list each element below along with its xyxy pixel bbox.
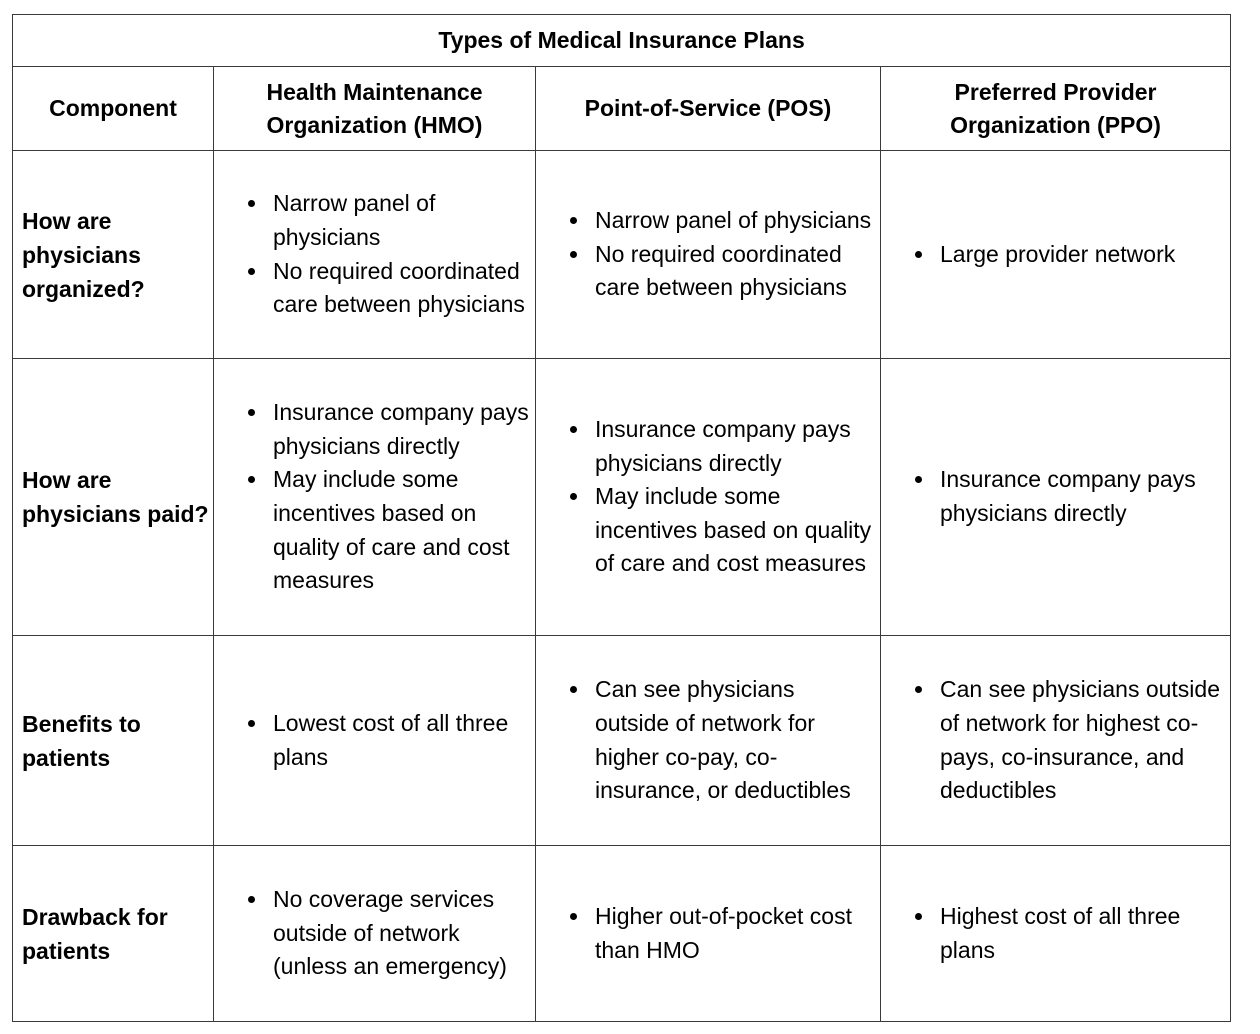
list-item: Narrow panel of physicians [595,204,880,238]
header-row [13,67,1231,151]
title-row [13,15,1231,67]
row-label: Drawback for patients [13,846,214,1022]
header-hmo: Health Maintenance Organization (HMO) [214,67,536,151]
header-component: Component [13,67,214,151]
list-item: Lowest cost of all three plans [273,707,535,774]
hmo-cell [214,151,536,359]
table-row [13,636,1231,846]
list-item: May include some incentives based on quality of care and cost measures [595,480,880,581]
row-label: How are physicians organized? [13,151,214,359]
ppo-cell [881,636,1231,846]
row-label: Benefits to patients [13,636,214,846]
hmo-cell [214,636,536,846]
list-item: Narrow panel of physicians [273,187,535,254]
list-item: Can see physicians outside of network for highest co-pays, co-insurance, and deductibles [940,673,1230,807]
list-item: No required coordinated care between physicians [273,255,535,322]
table-row [13,846,1231,1022]
hmo-cell [214,846,536,1022]
ppo-cell [881,846,1231,1022]
list-item: Insurance company pays physicians directly [595,413,880,480]
table-row [13,151,1231,359]
insurance-plans-table [12,14,1231,1022]
pos-cell [536,151,881,359]
table-row [13,359,1231,636]
table-title: Types of Medical Insurance Plans [13,15,1231,67]
ppo-cell [881,359,1231,636]
list-item: Highest cost of all three plans [940,900,1230,967]
list-item: No coverage services outside of network (unless an emergency) [273,883,535,984]
header-ppo: Preferred Provider Organization (PPO) [881,67,1231,151]
list-item: Large provider network [940,238,1230,272]
list-item: No required coordinated care between physicians [595,238,880,305]
list-item: Insurance company pays physicians directly [273,396,535,463]
list-item: May include some incentives based on quality of care and cost measures [273,463,535,597]
ppo-cell [881,151,1231,359]
hmo-cell [214,359,536,636]
pos-cell [536,846,881,1022]
pos-cell [536,636,881,846]
list-item: Can see physicians outside of network for higher co-pay, co-insurance, or deductibles [595,673,880,807]
header-pos: Point-of-Service (POS) [536,67,881,151]
list-item: Higher out-of-pocket cost than HMO [595,900,880,967]
row-label: How are physicians paid? [13,359,214,636]
list-item: Insurance company pays physicians directly [940,463,1230,530]
pos-cell [536,359,881,636]
